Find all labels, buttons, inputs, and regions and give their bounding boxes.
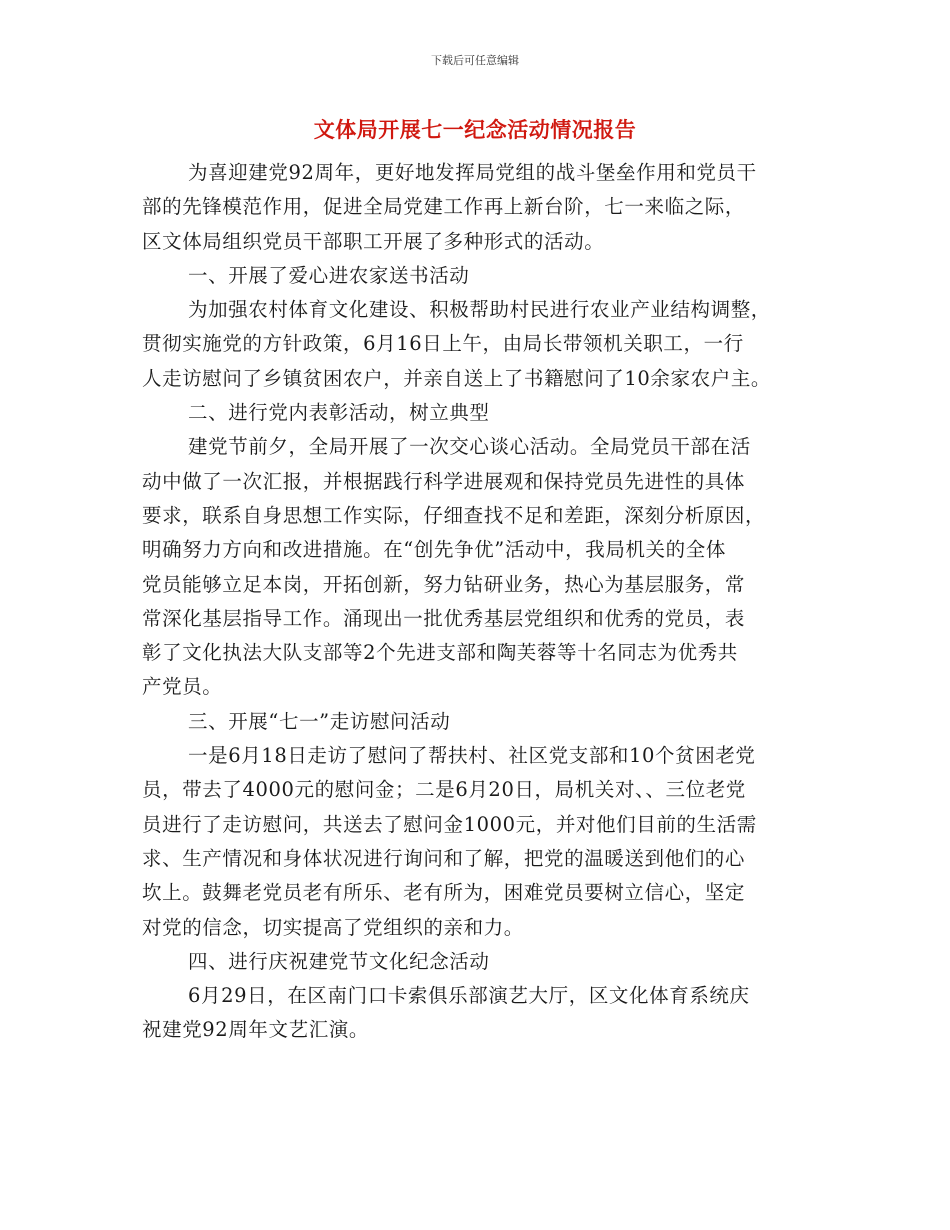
text-line: 祝建党92周年文艺汇演。 — [142, 1018, 370, 1042]
text-line: 动中做了一次汇报，并根据践行科学进展观和保持党员先进性的具体 — [142, 469, 746, 493]
text-line: 一、开展了爱心进农家送书活动 — [188, 263, 470, 287]
text-line: 员，带去了4000元的慰问金；二是6月20日，局机关对、、三位老党 — [142, 778, 746, 802]
text-line: 党员能够立足本岗，开拓创新，努力钻研业务，热心为基层服务，常 — [142, 572, 746, 596]
text-line: 贯彻实施党的方针政策，6月16日上午，由局长带领机关职工，一行 — [142, 332, 744, 356]
text-line: 员进行了走访慰问，共送去了慰问金1000元，并对他们目前的生活需 — [142, 812, 757, 836]
text-line: 明确努力方向和改进措施。在“创先争优”活动中，我局机关的全体 — [142, 538, 726, 562]
text-line: 三、开展“七一”走访慰问活动 — [188, 709, 451, 733]
text-line: 要求，联系自身思想工作实际，仔细查找不足和差距，深刻分析原因， — [142, 503, 766, 527]
text-line: 区文体局组织党员干部职工开展了多种形式的活动。 — [142, 229, 605, 253]
text-line: 为加强农村体育文化建设、积极帮助村民进行农业产业结构调整， — [188, 298, 771, 322]
document-body — [142, 156, 822, 1048]
text-line: 人走访慰问了乡镇贫困农户，并亲自送上了书籍慰问了10余家农户主。 — [142, 366, 772, 390]
page-header: 下载后可任意编辑 — [431, 54, 519, 67]
text-line: 一是6月18日走访了慰问了帮扶村、社区党支部和10个贫困老党 — [188, 744, 756, 768]
text-line: 产党员。 — [142, 675, 223, 699]
text-line: 对党的信念，切实提高了党组织的亲和力。 — [142, 915, 524, 939]
document-title: 文体局开展七一纪念活动情况报告 — [313, 117, 637, 142]
text-line: 坎上。鼓舞老党员老有所乐、老有所为，困难党员要树立信心，坚定 — [142, 881, 746, 905]
text-line: 求、生产情况和身体状况进行询问和了解，把党的温暖送到他们的心 — [142, 846, 746, 870]
text-line: 为喜迎建党92周年，更好地发挥局党组的战斗堡垒作用和党员干 — [188, 161, 757, 184]
text-line: 6月29日，在区南门口卡索俱乐部演艺大厅，区文化体育系统庆 — [188, 984, 750, 1008]
text-line: 部的先锋模范作用，促进全局党建工作再上新台阶，七一来临之际， — [142, 195, 746, 219]
text-line: 四、进行庆祝建党节文化纪念活动 — [188, 949, 490, 973]
text-line: 彰了文化执法大队支部等2个先进支部和陶芙蓉等十名同志为优秀共 — [142, 641, 738, 665]
text-line: 二、进行党内表彰活动，树立典型 — [188, 401, 490, 425]
text-line: 建党节前夕，全局开展了一次交心谈心活动。全局党员干部在活 — [188, 435, 751, 459]
text-line: 常深化基层指导工作。涌现出一批优秀基层党组织和优秀的党员，表 — [142, 606, 746, 630]
